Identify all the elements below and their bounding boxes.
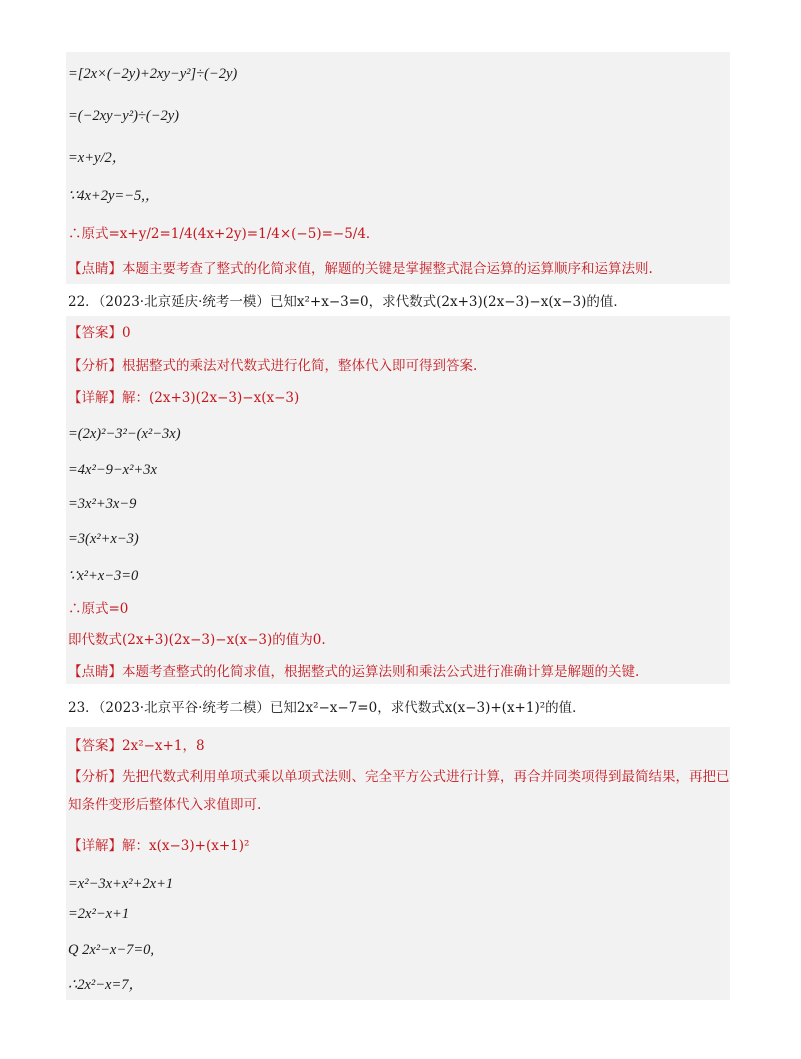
detail-line-text: 【详解】解：x(x−3)+(x+1)²: [68, 838, 250, 854]
detail-line: ∴2x²−x=7，: [68, 977, 144, 993]
answer-line: 【答案】0: [68, 325, 131, 341]
detail-line: [68, 836, 731, 856]
detail-line: ∴原式=0: [68, 601, 129, 617]
detail-line: [68, 388, 731, 408]
detail-line-text: 【详解】解：(2x+3)(2x−3)−x(x−3): [68, 390, 300, 406]
analysis-line: 【分析】先把代数式利用单项式乘以单项式法则、完全平方公式进行计算，再合并同类项得到最简结果，再把已知条件变形后整体代入求值即可.: [68, 769, 730, 813]
detail-line: =3(x²+x−3): [68, 531, 139, 547]
answer-line: 【答案】2x²−x+1，8: [68, 738, 205, 754]
detail-line: =(2x)²−3²−(x²−3x): [68, 426, 181, 442]
detail-line: =x²−3x+x²+2x+1: [68, 876, 174, 892]
solution-line: ∴原式=x+y/2=1/4(4x+2y)=1/4×(−5)=−5/4．: [68, 226, 380, 242]
comment-line: 【点睛】本题主要考查了整式的化简求值，解题的关键是掌握整式混合运算的运算顺序和运算法则.: [68, 261, 653, 277]
detail-line: ∵x²+x−3=0: [68, 568, 139, 584]
question-22: 22．（2023·北京延庆·统考一模）已知x²+x−3=0，求代数式(2x+3)(2x−3)−x(x−3)的值．: [68, 294, 627, 310]
analysis-line: 【分析】根据整式的乘法对代数式进行化简，整体代入即可得到答案.: [68, 358, 478, 374]
solution-panel-1: [66, 52, 730, 284]
solution-line: ∵4x+2y=−5,，: [68, 188, 160, 204]
solution-line: =(−2xy−y²)÷(−2y): [68, 108, 180, 124]
solution-line: =x+y/2，: [68, 150, 127, 166]
detail-line: =3x²+3x−9: [68, 496, 137, 512]
comment-line: 【点睛】本题考查整式的化简求值，根据整式的运算法则和乘法公式进行准确计算是解题的关键.: [68, 664, 640, 680]
detail-line: Q 2x²−x−7=0,: [68, 942, 155, 958]
detail-line: =2x²−x+1: [68, 906, 130, 922]
detail-line: =4x²−9−x²+3x: [68, 462, 157, 478]
detail-line: 即代数式(2x+3)(2x−3)−x(x−3)的值为0.: [68, 632, 326, 648]
solution-line: =[2x×(−2y)+2xy−y²]÷(−2y): [68, 66, 238, 82]
question-23: 23．（2023·北京平谷·统考二模）已知2x²−x−7=0，求代数式x(x−3)+(x+1)²的值．: [68, 700, 586, 716]
